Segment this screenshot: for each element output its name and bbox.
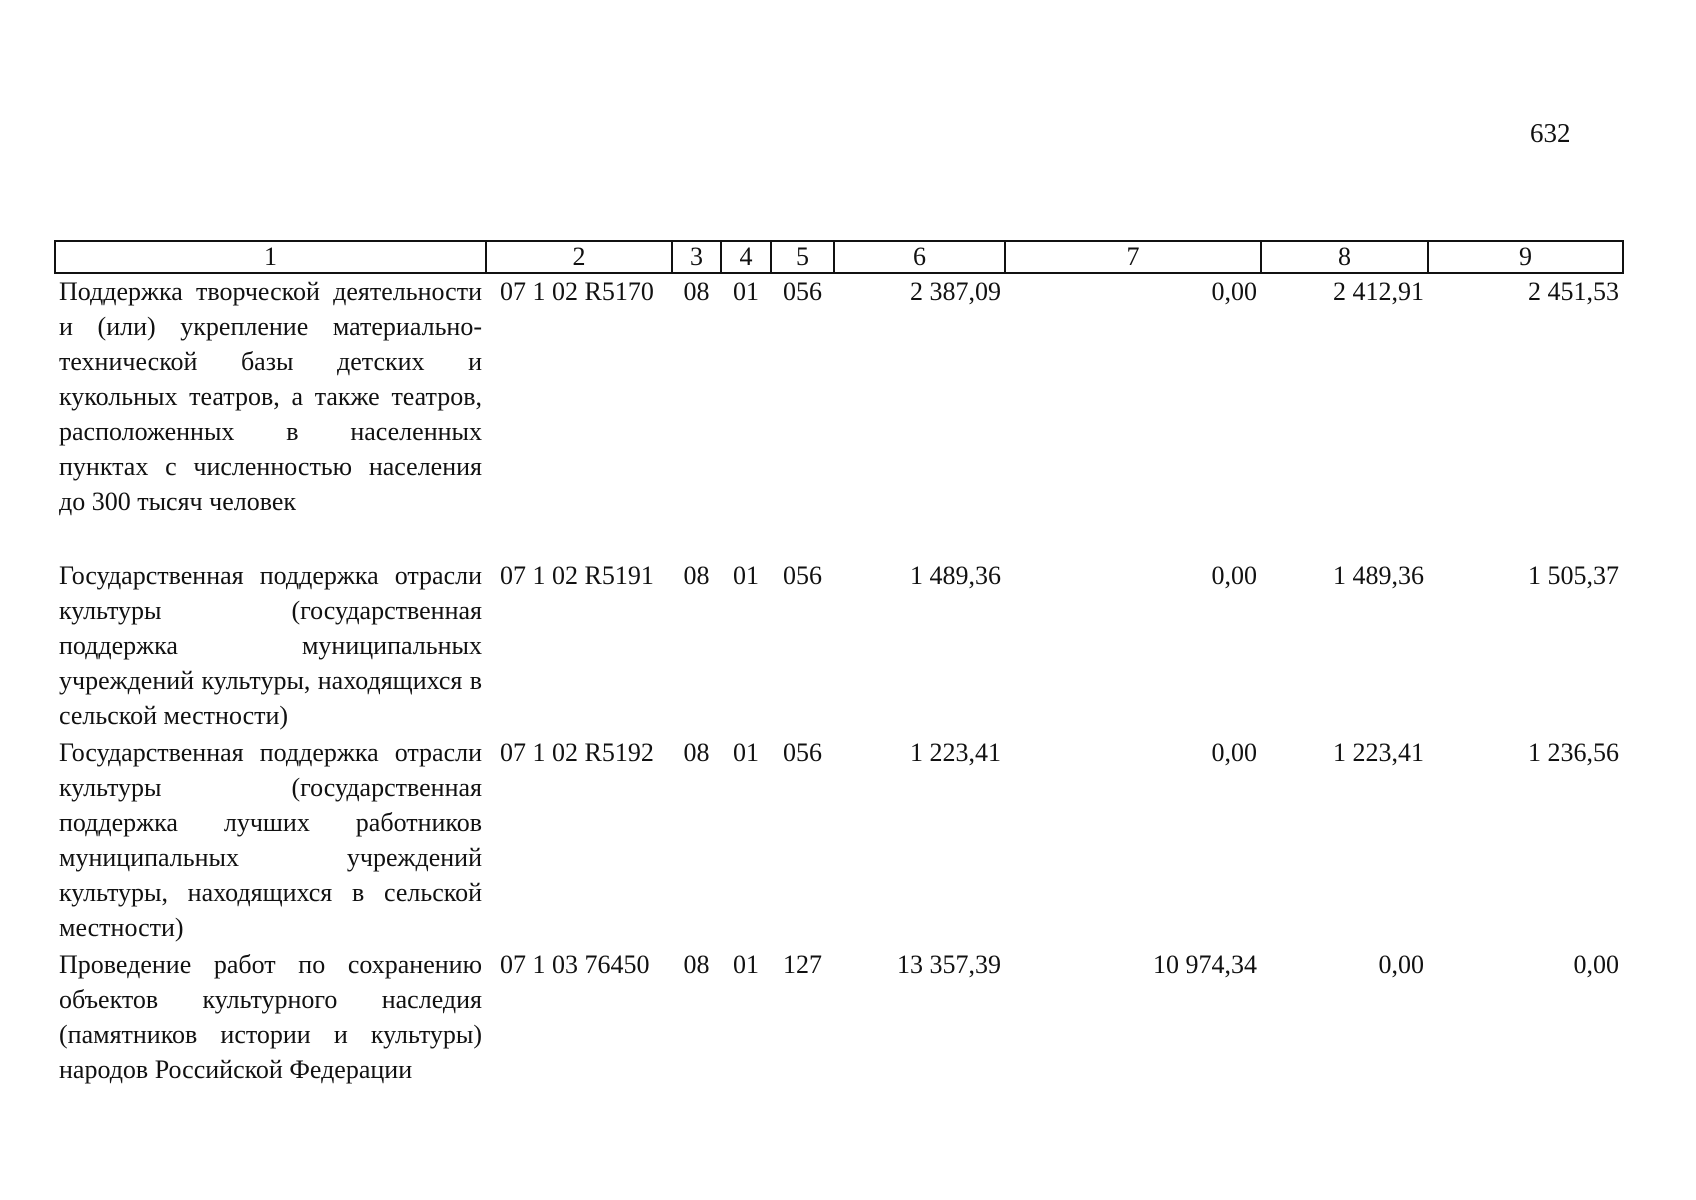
row-col5: 056: [783, 738, 822, 767]
row-description: Государственная поддержка отрасли культуры (государственная поддержка лучших работников муниципальных учреждений культуры, находящихся в сельской местности): [59, 738, 482, 942]
budget-table: [54, 240, 1624, 1087]
row-col6: 2 387,09: [910, 277, 1001, 306]
header-col-9: 9: [1428, 241, 1623, 273]
row-col8: 1 489,36: [1333, 561, 1424, 590]
row-col8: 0,00: [1378, 950, 1424, 979]
row-col3: 08: [683, 738, 710, 767]
header-col-7: 7: [1005, 241, 1261, 273]
row-col5: 056: [783, 561, 822, 590]
row-col5: 056: [783, 277, 822, 306]
header-col-8: 8: [1261, 241, 1428, 273]
row-col4: 01: [733, 561, 759, 590]
row-col3: 08: [683, 561, 710, 590]
row-description: Проведение работ по сохранению объектов культурного наследия (памятников истории и культуры) народов Российской Федерации: [59, 950, 482, 1084]
row-budget-code: 07 1 02 R5170: [500, 277, 654, 306]
header-col-3: 3: [672, 241, 721, 273]
row-col9: 2 451,53: [1528, 277, 1619, 306]
row-col8: 2 412,91: [1333, 277, 1424, 306]
row-col7: 0,00: [1211, 277, 1257, 306]
row-description: Поддержка творческой деятельности и (или) укрепление материально-технической базы детских и кукольных театров, а также театров, расположенных в населенных пунктах с численностью населения до 300 тысяч человек: [59, 277, 482, 516]
row-budget-code: 07 1 02 R5191: [500, 561, 654, 590]
row-col3: 08: [683, 950, 710, 979]
table-row: [55, 558, 1623, 735]
header-col-2: 2: [486, 241, 672, 273]
table-body: [55, 273, 1623, 1087]
row-col6: 13 357,39: [897, 950, 1001, 979]
table-row: [55, 947, 1623, 1087]
row-col9: 1 236,56: [1528, 738, 1619, 767]
row-col4: 01: [733, 277, 759, 306]
header-col-1: 1: [55, 241, 486, 273]
header-col-5: 5: [771, 241, 834, 273]
row-budget-code: 07 1 02 R5192: [500, 738, 654, 767]
row-col7: 10 974,34: [1153, 950, 1257, 979]
row-col7: 0,00: [1211, 561, 1257, 590]
page-number: 632: [1530, 118, 1571, 148]
table-row: [55, 735, 1623, 947]
header-col-4: 4: [721, 241, 771, 273]
row-col7: 0,00: [1211, 738, 1257, 767]
table-row: [55, 273, 1623, 558]
row-col9: 0,00: [1573, 950, 1619, 979]
row-col5: 127: [783, 950, 822, 979]
table-header: [55, 241, 1623, 273]
row-col8: 1 223,41: [1333, 738, 1424, 767]
header-row: [55, 241, 1623, 273]
row-col4: 01: [733, 738, 759, 767]
row-col4: 01: [733, 950, 759, 979]
row-col3: 08: [683, 277, 710, 306]
row-col6: 1 223,41: [910, 738, 1001, 767]
row-budget-code: 07 1 03 76450: [500, 950, 650, 979]
header-col-6: 6: [834, 241, 1005, 273]
row-col6: 1 489,36: [910, 561, 1001, 590]
row-col9: 1 505,37: [1528, 561, 1619, 590]
row-description: Государственная поддержка отрасли культуры (государственная поддержка муниципальных учреждений культуры, находящихся в сельской местности): [59, 561, 482, 730]
